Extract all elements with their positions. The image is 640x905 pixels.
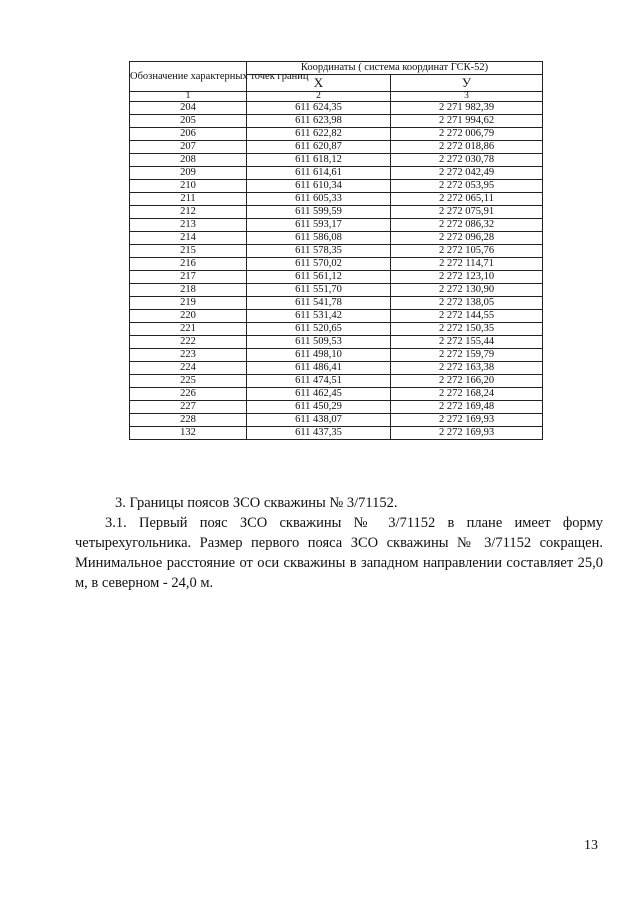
table-row [130,349,543,362]
table-row [130,323,543,336]
point-number-cell: 215 [130,245,247,258]
y-coordinate-cell: 2 272 138,05 [391,297,543,310]
point-number-cell: 209 [130,167,247,180]
x-column-header: X [247,75,391,92]
column-index-1: 1 [130,92,247,102]
point-number-cell: 211 [130,193,247,206]
point-number-cell: 228 [130,414,247,427]
y-coordinate-cell: 2 272 006,79 [391,128,543,141]
table-row [130,297,543,310]
point-number-cell: 217 [130,271,247,284]
x-coordinate-cell: 611 610,34 [247,180,391,193]
x-coordinate-cell: 611 623,98 [247,115,391,128]
y-coordinate-cell: 2 272 166,20 [391,375,543,388]
y-coordinate-cell: 2 272 159,79 [391,349,543,362]
coordinates-system-header: Координаты ( система координат ГСК-52) [247,62,543,75]
y-coordinate-cell: 2 272 075,91 [391,206,543,219]
y-coordinate-cell: 2 272 114,71 [391,258,543,271]
point-number-cell: 207 [130,141,247,154]
x-coordinate-cell: 611 531,42 [247,310,391,323]
point-number-cell: 212 [130,206,247,219]
point-number-cell: 218 [130,284,247,297]
point-number-cell: 222 [130,336,247,349]
x-coordinate-cell: 611 599,59 [247,206,391,219]
x-coordinate-cell: 611 498,10 [247,349,391,362]
x-coordinate-cell: 611 570,02 [247,258,391,271]
point-number-cell: 220 [130,310,247,323]
point-number-cell: 227 [130,401,247,414]
table-row [130,193,543,206]
x-coordinate-cell: 611 551,70 [247,284,391,297]
section-paragraph: 3.1. Первый пояс ЗСО скважины № 3/71152 в плане имеет форму четырехугольника. Размер первого пояса ЗСО скважины № 3/71152 сокращен. Минимальное расстояние от оси скважины в западном направлении составляет 25,0 м, в северном - 24,0 м. [75,515,603,591]
table-row [130,245,543,258]
y-coordinate-cell: 2 272 150,35 [391,323,543,336]
x-coordinate-cell: 611 561,12 [247,271,391,284]
x-coordinate-cell: 611 620,87 [247,141,391,154]
table-row [130,258,543,271]
x-coordinate-cell: 611 605,33 [247,193,391,206]
point-number-cell: 205 [130,115,247,128]
x-coordinate-cell: 611 438,07 [247,414,391,427]
table-row [130,362,543,375]
x-coordinate-cell: 611 450,29 [247,401,391,414]
point-number-cell: 206 [130,128,247,141]
table-row [130,284,543,297]
x-coordinate-cell: 611 462,45 [247,388,391,401]
table-row [130,219,543,232]
x-coordinate-cell: 611 474,51 [247,375,391,388]
table-row [130,427,543,440]
x-coordinate-cell: 611 520,65 [247,323,391,336]
point-number-cell: 219 [130,297,247,310]
y-coordinate-cell: 2 272 169,48 [391,401,543,414]
point-number-cell: 204 [130,102,247,115]
coordinates-table-body [130,102,543,440]
y-coordinate-cell: 2 272 144,55 [391,310,543,323]
table-row [130,336,543,349]
x-coordinate-cell: 611 618,12 [247,154,391,167]
point-number-cell: 208 [130,154,247,167]
y-coordinate-cell: 2 272 169,93 [391,414,543,427]
point-number-cell: 221 [130,323,247,336]
x-coordinate-cell: 611 622,82 [247,128,391,141]
table-row [130,375,543,388]
point-number-cell: 226 [130,388,247,401]
point-number-cell: 223 [130,349,247,362]
y-coordinate-cell: 2 272 169,93 [391,427,543,440]
y-coordinate-cell: 2 272 130,90 [391,284,543,297]
table-row [130,206,543,219]
y-coordinate-cell: 2 272 030,78 [391,154,543,167]
coordinates-table [129,61,543,440]
point-number-cell: 224 [130,362,247,375]
point-number-cell: 210 [130,180,247,193]
y-coordinate-cell: 2 272 155,44 [391,336,543,349]
point-designation-header: Обозначение характерных точек границ [130,62,247,92]
table-row [130,102,543,115]
table-row [130,388,543,401]
y-coordinate-cell: 2 272 086,32 [391,219,543,232]
x-coordinate-cell: 611 614,61 [247,167,391,180]
x-coordinate-cell: 611 578,35 [247,245,391,258]
section-heading: 3. Границы поясов ЗСО скважины № 3/71152. [115,495,398,511]
table-row [130,167,543,180]
x-coordinate-cell: 611 586,08 [247,232,391,245]
point-number-cell: 213 [130,219,247,232]
table-row [130,271,543,284]
y-coordinate-cell: 2 271 994,62 [391,115,543,128]
table-row [130,310,543,323]
x-coordinate-cell: 611 437,35 [247,427,391,440]
table-row [130,154,543,167]
table-row [130,115,543,128]
point-number-cell: 132 [130,427,247,440]
page-number: 13 [584,838,598,853]
table-row [130,401,543,414]
y-coordinate-cell: 2 272 018,86 [391,141,543,154]
y-coordinate-cell: 2 272 123,10 [391,271,543,284]
y-coordinate-cell: 2 272 042,49 [391,167,543,180]
x-coordinate-cell: 611 541,78 [247,297,391,310]
point-number-cell: 225 [130,375,247,388]
y-coordinate-cell: 2 272 105,76 [391,245,543,258]
y-coordinate-cell: 2 272 168,24 [391,388,543,401]
y-coordinate-cell: 2 272 053,95 [391,180,543,193]
y-coordinate-cell: 2 272 096,28 [391,232,543,245]
table-row [130,180,543,193]
column-index-3: 3 [391,92,543,102]
point-number-cell: 216 [130,258,247,271]
x-coordinate-cell: 611 593,17 [247,219,391,232]
table-row [130,128,543,141]
table-row [130,232,543,245]
x-coordinate-cell: 611 509,53 [247,336,391,349]
table-row [130,414,543,427]
y-coordinate-cell: 2 272 163,38 [391,362,543,375]
y-column-header: У [391,75,543,92]
y-coordinate-cell: 2 272 065,11 [391,193,543,206]
x-coordinate-cell: 611 624,35 [247,102,391,115]
x-coordinate-cell: 611 486,41 [247,362,391,375]
y-coordinate-cell: 2 271 982,39 [391,102,543,115]
column-index-2: 2 [247,92,391,102]
table-row [130,141,543,154]
point-number-cell: 214 [130,232,247,245]
